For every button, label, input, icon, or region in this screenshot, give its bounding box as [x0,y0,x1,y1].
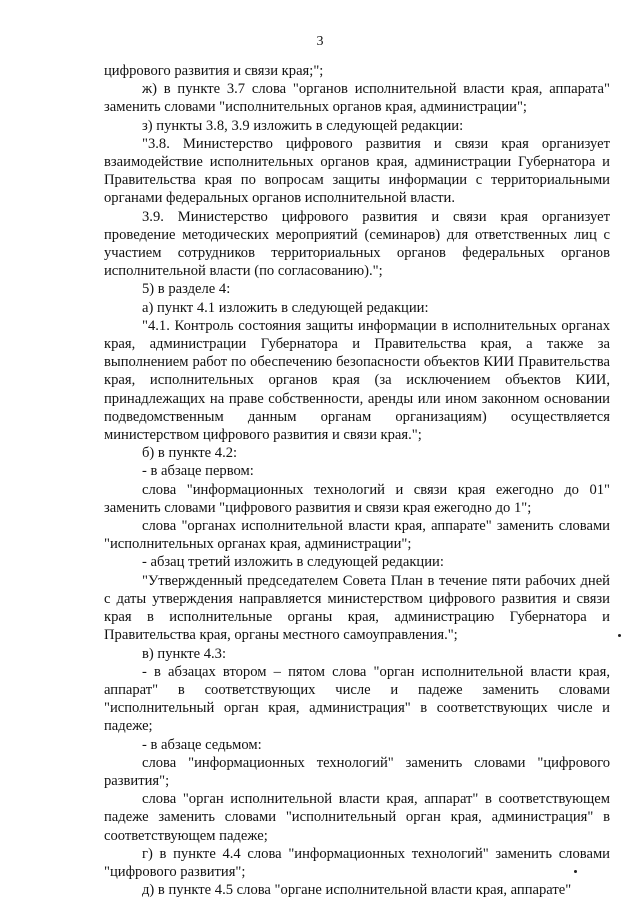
paragraph: - в абзацах втором – пятом слова "орган исполнительной власти края, аппарат" в соответствующих числе и падеже заменить словами "исполнительный орган края, администрация" в соответствующих числе и падеже; [104,663,610,735]
page-number: 3 [316,34,324,49]
paragraph: 5) в разделе 4: [142,281,231,298]
paragraph: ж) в пункте 3.7 слова "органов исполнительной власти края, аппарата" заменить словами "исполнительных органов края, администрации"; [104,81,610,116]
scan-speck [574,870,577,873]
paragraph: 3.9. Министерство цифрового развития и связи края организует проведение методических мероприятий (семинаров) для ответственных лиц с участием сотрудников территориальных органов федеральных органов исполнительной власти (по согласованию)."; [104,208,610,280]
paragraph: цифрового развития и связи края;"; [104,63,324,79]
paragraph: з) пункты 3.8, 3.9 изложить в следующей редакции: [142,117,464,134]
paragraph: слова "орган исполнительной власти края, аппарат" в соответствующем падеже заменить словами "исполнительный орган края, администрация" в соответствующем падеже; [104,791,610,844]
paragraph: "4.1. Контроль состояния защиты информации в исполнительных органах края, администрации Губернатора и Правительства края, а также за выполнением работ по обеспечению безопасности объектов КИИ Правительства края, исполнительных органов края (за исключением объектов КИИ, принадлежащих на праве собственности, аренды или ином законном основании подведомственным данным органам организациям) осуществляется министерством цифрового развития и связи края."; [104,317,610,444]
paragraph: "Утвержденный председателем Совета План в течение пяти рабочих дней с даты утверждения направляется министерством цифрового развития и связи края в исполнительные органы края, администрацию Губернатора и Правительства края, органы местного самоуправления."; [104,572,610,644]
paragraph: - в абзаце первом: [142,463,254,480]
paragraph: д) в пункте 4.5 слова "органе исполнительной власти края, аппарате" [142,882,572,899]
document-body [104,62,610,899]
paragraph: г) в пункте 4.4 слова "информационных технологий" заменить словами "цифрового развития"; [104,845,610,880]
scan-speck [618,634,621,637]
paragraph: - абзац третий изложить в следующей редакции: [142,554,444,571]
paragraph: в) пункте 4.3: [142,645,227,662]
paragraph: - в абзаце седьмом: [142,736,262,753]
paragraph: б) в пункте 4.2: [142,445,238,462]
paragraph: слова "органах исполнительной власти края, аппарате" заменить словами "исполнительных органах края, администрации"; [104,518,610,553]
paragraph: слова "информационных технологий и связи края ежегодно до 01" заменить словами "цифрового развития и связи края ежегодно до 1"; [104,481,610,516]
paragraph: а) пункт 4.1 изложить в следующей редакции: [142,299,429,316]
paragraph: "3.8. Министерство цифрового развития и связи края организует взаимодействие исполнительных органов края, администрации Губернатора и Правительства края по вопросам защиты информации с территориальными органами федеральных органов исполнительной власти. [104,135,610,207]
paragraph: слова "информационных технологий" заменить словами "цифрового развития"; [104,754,610,789]
